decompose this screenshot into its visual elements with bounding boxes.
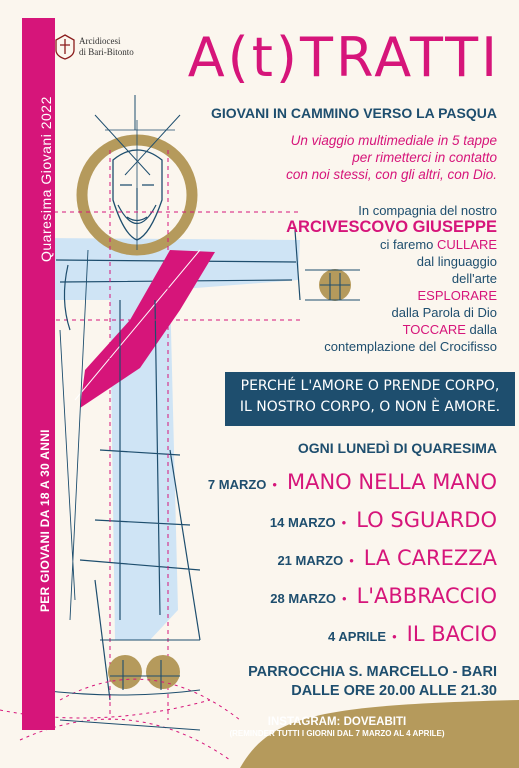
instagram-reminder: (REMINDER TUTTI I GIORNI DAL 7 MARZO AL 4 APRILE)	[229, 729, 445, 738]
quote-line-2: IL NOSTRO CORPO, O NON È AMORE.	[239, 399, 501, 415]
schedule-title: LA CAREZZA	[363, 546, 497, 570]
bullet-dot: •	[342, 591, 347, 606]
schedule-heading: OGNI LUNEDÌ DI QUARESIMA	[297, 440, 497, 456]
word-cullare: CULLARE	[437, 237, 497, 252]
schedule-title: LO SGUARDO	[356, 508, 497, 532]
intro-line-2: per rimetterci in contatto	[352, 150, 497, 165]
sidebar-bottom-text: PER GIOVANI DA 18 A 30 ANNI	[38, 429, 52, 612]
schedule-item	[197, 470, 497, 508]
quote-band	[225, 372, 515, 426]
companion-line-3	[237, 236, 497, 253]
text-ci-faremo: ci faremo	[379, 237, 438, 252]
logo-line-1: Arcidiocesi	[79, 36, 121, 46]
bullet-dot: •	[272, 477, 277, 492]
companion-line-7: dalla Parola di Dio	[391, 305, 497, 320]
companion-line-8	[237, 321, 497, 338]
logo-line-2: di Bari-Bitonto	[79, 47, 134, 57]
intro-line-3: con noi stessi, con gli altri, con Dio.	[286, 167, 497, 182]
schedule-title: L'ABBRACCIO	[356, 584, 497, 608]
intro-text	[197, 132, 497, 183]
text-dalla: dalla	[465, 322, 497, 337]
instagram-handle: INSTAGRAM: DOVEABITI	[267, 716, 407, 728]
companion-line-4: dal linguaggio	[416, 254, 497, 269]
bullet-dot: •	[341, 515, 347, 530]
schedule-item	[197, 508, 497, 546]
location-line-2: DALLE ORE 20.00 ALLE 21.30	[291, 683, 497, 699]
page-title: A(t)TRATTI	[187, 26, 500, 89]
bullet-dot: •	[349, 553, 354, 568]
location-info	[248, 663, 497, 701]
archbishop-name: ARCIVESCOVO GIUSEPPE	[286, 218, 497, 236]
word-toccare: TOCCARE	[402, 322, 466, 337]
instagram-info	[177, 716, 497, 738]
intro-line-1: Un viaggio multimediale in 5 tappe	[290, 133, 497, 148]
location-line-1: PARROCCHIA S. MARCELLO - BARI	[248, 664, 497, 680]
companion-text	[237, 202, 497, 355]
word-esplorare: ESPLORARE	[417, 288, 497, 303]
companion-line-9: contemplazione del Crocifisso	[324, 339, 497, 354]
schedule-item	[197, 546, 497, 584]
schedule-date: 7 MARZO	[207, 477, 267, 492]
schedule-list	[197, 470, 497, 660]
schedule-item	[197, 622, 497, 660]
subtitle: GIOVANI IN CAMMINO VERSO LA PASQUA	[211, 105, 497, 121]
schedule-title: MANO NELLA MANO	[286, 470, 497, 494]
sidebar-top-text: Quaresima Giovani 2022	[38, 96, 54, 262]
schedule-date: 4 APRILE	[328, 629, 387, 644]
companion-line-5: dell'arte	[451, 271, 497, 286]
schedule-date: 14 MARZO	[269, 515, 336, 530]
bullet-dot: •	[392, 629, 397, 644]
schedule-date: 28 MARZO	[270, 591, 336, 606]
schedule-title: IL BACIO	[406, 622, 497, 646]
companion-line-1: In compagnia del nostro	[358, 203, 497, 218]
schedule-date: 21 MARZO	[277, 553, 344, 568]
quote-line-1: PERCHÉ L'AMORE O PRENDE CORPO,	[240, 378, 500, 394]
schedule-item	[197, 584, 497, 622]
